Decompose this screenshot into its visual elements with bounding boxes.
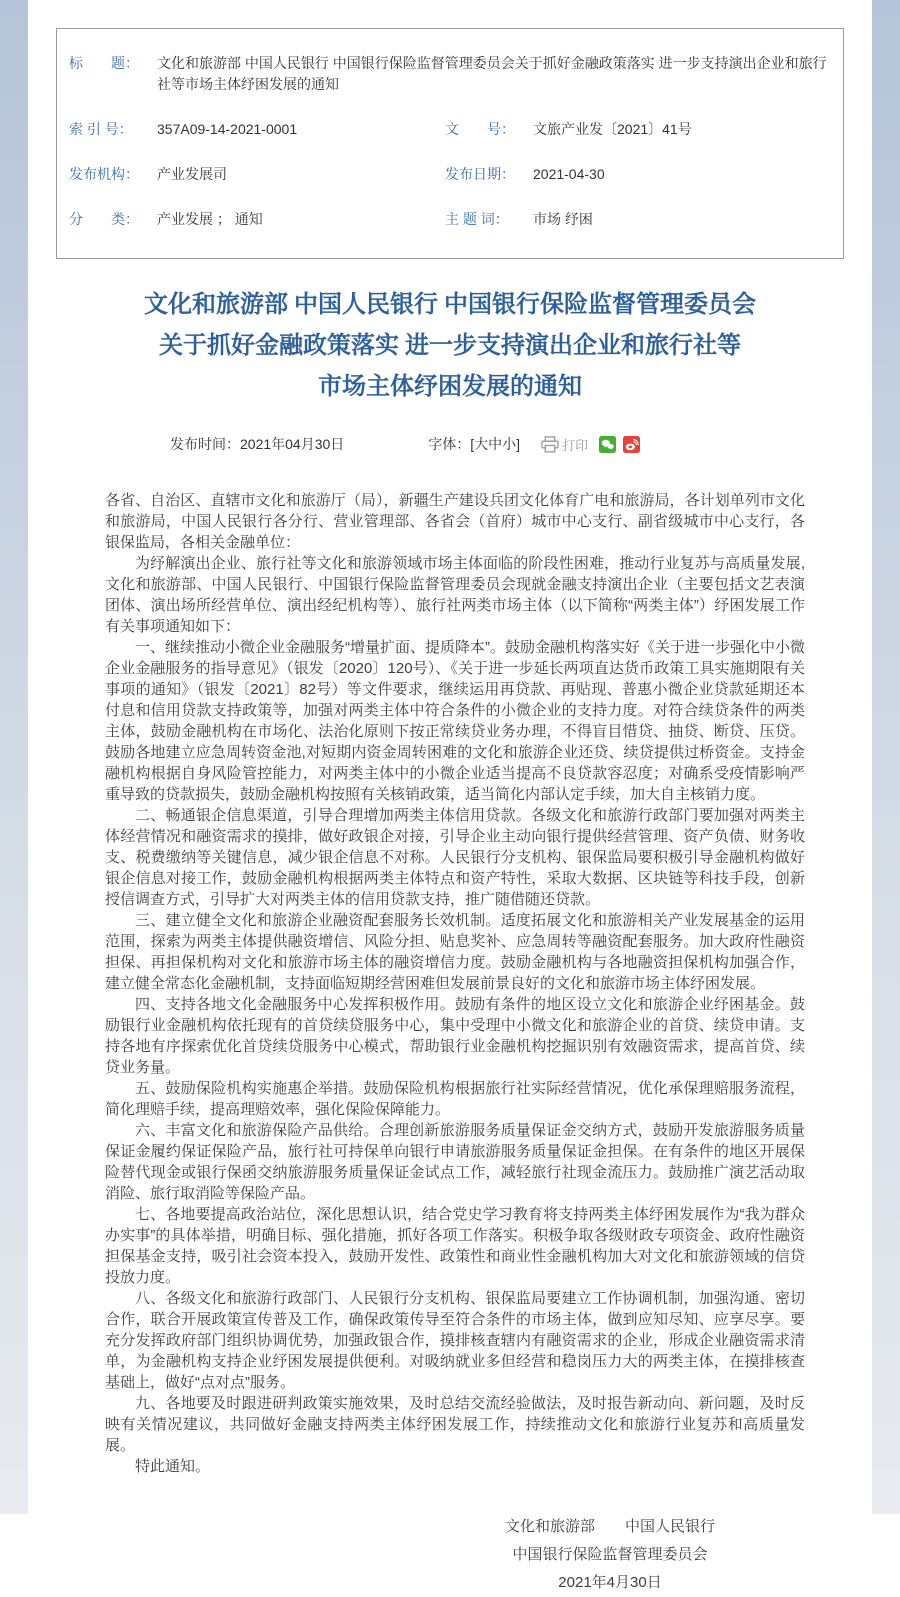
agency-value: 产业发展司 xyxy=(157,166,227,182)
signature-agencies-line1: 文化和旅游部 中国人民银行 xyxy=(504,1518,715,1535)
body-paragraph: 三、建立健全文化和旅游企业融资配套服务长效机制。适度拓展文化和旅游相关产业发展基金的运用范围，探索为两类主体提供融资增信、风险分担、贴息奖补、应急周转等融资配套服务。加大政府性融资担保、再担保机构对文化和旅游市场主体的融资增信力度。鼓励金融机构与各地融资担保机构加强合作，建立健全常态化金融机制，支持面临短期经营困难但发展前景良好的文化和旅游市场主体纾困发展。 xyxy=(105,912,805,992)
signature-date: 2021年4月30日 xyxy=(558,1574,662,1591)
document-title-line2: 关于抓好金融政策落实 进一步支持演出企业和旅行社等 xyxy=(159,333,741,359)
body-paragraph: 一、继续推动小微企业金融服务“增量扩面、提质降本”。鼓励金融机构落实好《关于进一步强化中小微企业金融服务的指导意见》（银发〔2020〕120号）、《关于进一步延长两项直达货币政策工具实施期限有关事项的通知》（银发〔2021〕82号）等文件要求，继续运用再贷款、再贴现、普惠小微企业贷款延期还本付息和信用贷款支持政策等，加强对两类主体中符合条件的小微企业的支持力度。对符合续贷条件的两类主体，鼓励金融机构在市场化、法治化原则下按正常续贷业务办理，不得盲目惜贷、抽贷、断贷、压贷。鼓励各地建立应急周转资金池,对短期内资金周转困难的文化和旅游企业还贷、续贷提供过桥资金。支持金融机构根据自身风险管控能力，对两类主体中的小微企业适当提高不良贷款容忍度；对确系受疫情影响严重导致的贷款损失，鼓励金融机构按照有关核销政策，适当简化内部认定手续，加大自主核销力度。 xyxy=(105,639,805,803)
body-paragraph: 特此通知。 xyxy=(135,1458,211,1475)
print-label: 打印 xyxy=(562,437,589,453)
subject-value: 市场 纾困 xyxy=(533,211,593,227)
body-paragraph: 八、各级文化和旅游行政部门、人民银行分支机构、银保监局要建立工作协调机制，加强沟通、密切合作，联合开展政策宣传普及工作，确保政策传导至符合条件的市场主体，做到应知尽知、应享尽享。要充分发挥政府部门组织协调优势，加强政银合作，摸排核查辖内有融资需求的企业，形成企业融资需求清单，为金融机构支持企业纾困发展提供便利。对吸纳就业多但经营和稳岗压力大的两类主体，在摸排核查基础上，做好“点对点”服务。 xyxy=(105,1290,805,1391)
signature-block xyxy=(440,1513,780,1597)
body-paragraph: 七、各地要提高政治站位，深化思想认识，结合党史学习教育将支持两类主体纾困发展作为“我为群众办实事”的具体举措，明确目标、强化措施，抓好各项工作落实。积极争取各级财政专项资金、政府性融资担保基金支持，吸引社会资本投入，鼓励开发性、政策性和商业性金融机构加大对文化和旅游领域的信贷投放力度。 xyxy=(105,1206,805,1286)
document-title-line1: 文化和旅游部 中国人民银行 中国银行保险监督管理委员会 xyxy=(144,292,756,318)
meta-row-title xyxy=(57,53,843,119)
right-margin-strip xyxy=(872,0,900,1514)
docnum-label: 文 号： xyxy=(445,121,515,137)
document-body xyxy=(105,490,805,1477)
document-title-line3: 市场主体纾困发展的通知 xyxy=(318,374,582,400)
docnum-value: 文旅产业发〔2021〕41号 xyxy=(533,121,692,137)
printer-icon xyxy=(540,436,560,453)
document-meta-table xyxy=(56,28,844,259)
print-button[interactable] xyxy=(540,435,588,454)
category-value: 产业发展 ； 通知 xyxy=(157,211,263,227)
left-margin-strip xyxy=(0,0,28,1514)
body-paragraph: 九、各地要及时跟进研判政策实施效果，及时总结交流经验做法，及时报告新动向、新问题，及时反映有关情况建议，共同做好金融支持两类主体纾困发展工作，持续推动文化和旅游行业复苏和高质量发展。 xyxy=(105,1395,805,1454)
index-label: 索 引 号： xyxy=(69,121,133,137)
body-paragraph: 各省、自治区、直辖市文化和旅游厅（局），新疆生产建设兵团文化体育广电和旅游局，各计划单列市文化和旅游局，中国人民银行各分行、营业管理部、各省会（首府）城市中心支行、副省级城市中心支行，各银保监局，各相关金融单位： xyxy=(105,492,805,551)
body-paragraph: 五、鼓励保险机构实施惠企举措。鼓励保险机构根据旅行社实际经营情况，优化承保理赔服务流程，简化理赔手续，提高理赔效率，强化保险保障能力。 xyxy=(105,1080,805,1118)
meta-row-index xyxy=(57,119,843,164)
date-value: 2021-04-30 xyxy=(533,166,605,182)
body-paragraph: 二、畅通银企信息渠道，引导合理增加两类主体信用贷款。各级文化和旅游行政部门要加强对两类主体经营情况和融资需求的摸排，做好政银企对接，引导企业主动向银行提供经营管理、资产负债、财务收支、税费缴纳等关键信息，减少银企信息不对称。人民银行分支机构、银保监局要积极引导金融机构做好银企信息对接工作，鼓励金融机构根据两类主体特点和资产特性，采取大数据、区块链等科技手段，创新授信调查方式，引导扩大对两类主体的信用贷款支持，推广随借随还贷款。 xyxy=(105,807,805,908)
document-title xyxy=(30,285,870,408)
signature-agencies-line2: 中国银行保险监督管理委员会 xyxy=(512,1546,708,1563)
agency-label: 发布机构： xyxy=(69,166,139,182)
subject-label: 主 题 词： xyxy=(445,211,509,227)
date-label: 发布日期： xyxy=(445,166,515,182)
weibo-share-icon[interactable] xyxy=(622,436,641,453)
body-paragraph: 四、支持各地文化金融服务中心发挥积极作用。鼓励有条件的地区设立文化和旅游企业纾困基金。鼓励银行业金融机构依托现有的首贷续贷服务中心，集中受理中小微文化和旅游企业的首贷、续贷申请。支持各地有序探索优化首贷续贷服务中心模式，帮助银行业金融机构挖掘识别有效融资需求，提高首贷、续贷业务量。 xyxy=(105,996,805,1076)
meta-row-category xyxy=(57,209,843,254)
font-size-control[interactable] xyxy=(428,434,520,454)
meta-row-agency xyxy=(57,164,843,209)
font-size-options[interactable]: [大中小] xyxy=(470,436,521,452)
category-label: 分 类： xyxy=(69,211,139,227)
body-paragraph: 六、丰富文化和旅游保险产品供给。合理创新旅游服务质量保证金交纳方式，鼓励开发旅游服务质量保证金履约保证保险产品，旅行社可持保单向银行申请旅游服务质量保证金担保。在有条件的地区开展保险替代现金或银行保函交纳旅游服务质量保证金试点工作，减轻旅行社现金流压力。鼓励推广演艺活动取消险、旅行取消险等保险产品。 xyxy=(105,1122,805,1202)
font-size-label: 字体： xyxy=(428,436,471,452)
content-area xyxy=(30,0,870,1597)
index-value: 357A09-14-2021-0001 xyxy=(157,121,298,137)
wechat-share-icon[interactable] xyxy=(598,436,617,453)
body-paragraph: 为纾解演出企业、旅行社等文化和旅游领域市场主体面临的阶段性困难，推动行业复苏与高质量发展,文化和旅游部、中国人民银行、中国银行保险监督管理委员会现就金融支持演出企业（主要包括文艺表演团体、演出场所经营单位、演出经纪机构等）、旅行社两类市场主体（以下简称“两类主体”）纾困发展工作有关事项通知如下： xyxy=(105,555,805,635)
publish-toolbar xyxy=(30,432,870,456)
publish-time: 发布时间：2021年04月30日 xyxy=(170,436,345,452)
title-label: 标 题： xyxy=(69,55,139,71)
title-value: 文化和旅游部 中国人民银行 中国银行保险监督管理委员会关于抓好金融政策落实 进一步支持演出企业和旅行社等市场主体纾困发展的通知 xyxy=(157,55,827,92)
